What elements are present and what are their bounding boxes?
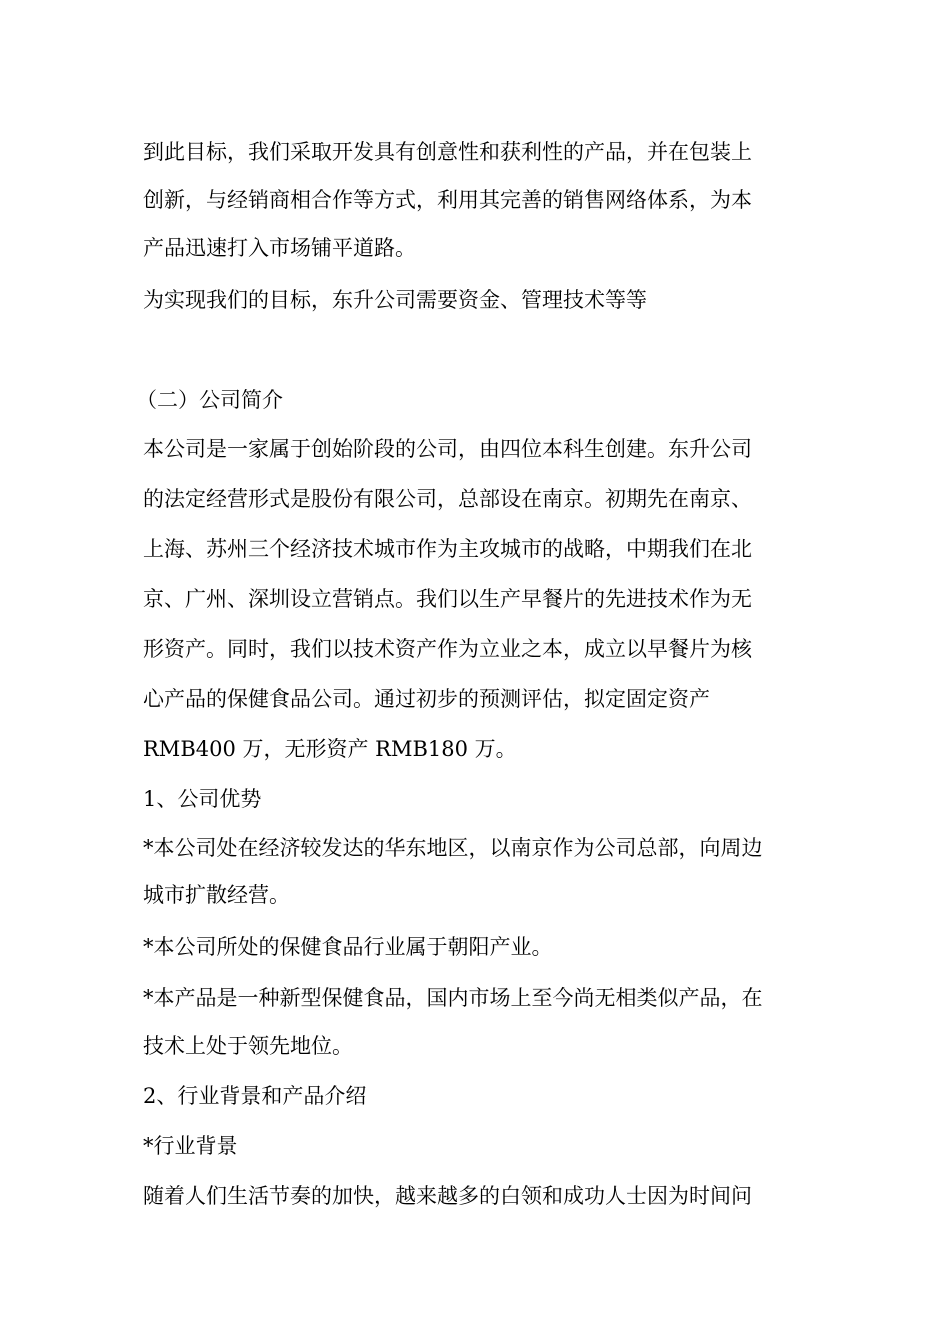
bullet-line: *本公司所处的保健食品行业属于朝阳产业。 [143,935,553,959]
bullet-line: 城市扩散经营。 [143,883,290,907]
subsection-heading: 1、公司优势 [143,787,262,811]
paragraph-line: 创新，与经销商相合作等方式，利用其完善的销售网络体系，为本 [143,188,752,212]
paragraph-line: 上海、苏州三个经济技术城市作为主攻城市的战略，中期我们在北 [143,537,752,561]
bullet-line: 技术上处于领先地位。 [143,1034,353,1058]
paragraph-line: RMB400 万，无形资产 RMB180 万。 [143,737,517,761]
paragraph-line: 到此目标，我们采取开发具有创意性和获利性的产品，并在包装上 [143,140,752,164]
paragraph-line: 心产品的保健食品公司。通过初步的预测评估，拟定固定资产 [143,687,710,711]
subsection-heading: 2、行业背景和产品介绍 [143,1084,367,1108]
paragraph-line: 京、广州、深圳设立营销点。我们以生产早餐片的先进技术作为无 [143,587,752,611]
paragraph-line: 随着人们生活节奏的加快，越来越多的白领和成功人士因为时间问 [143,1184,752,1208]
bullet-line: *本公司处在经济较发达的华东地区，以南京作为公司总部，向周边 [143,836,763,860]
paragraph-line: 产品迅速打入市场铺平道路。 [143,236,416,260]
paragraph-line: 的法定经营形式是股份有限公司，总部设在南京。初期先在南京、 [143,487,752,511]
paragraph-line: 本公司是一家属于创始阶段的公司，由四位本科生创建。东升公司 [143,437,752,461]
paragraph-line: 为实现我们的目标，东升公司需要资金、管理技术等等 [143,288,647,312]
paragraph-line: 形资产。同时，我们以技术资产作为立业之本，成立以早餐片为核 [143,637,752,661]
bullet-line: *行业背景 [143,1134,238,1158]
section-heading: （二）公司简介 [136,388,283,412]
bullet-line: *本产品是一种新型保健食品，国内市场上至今尚无相类似产品，在 [143,986,763,1010]
